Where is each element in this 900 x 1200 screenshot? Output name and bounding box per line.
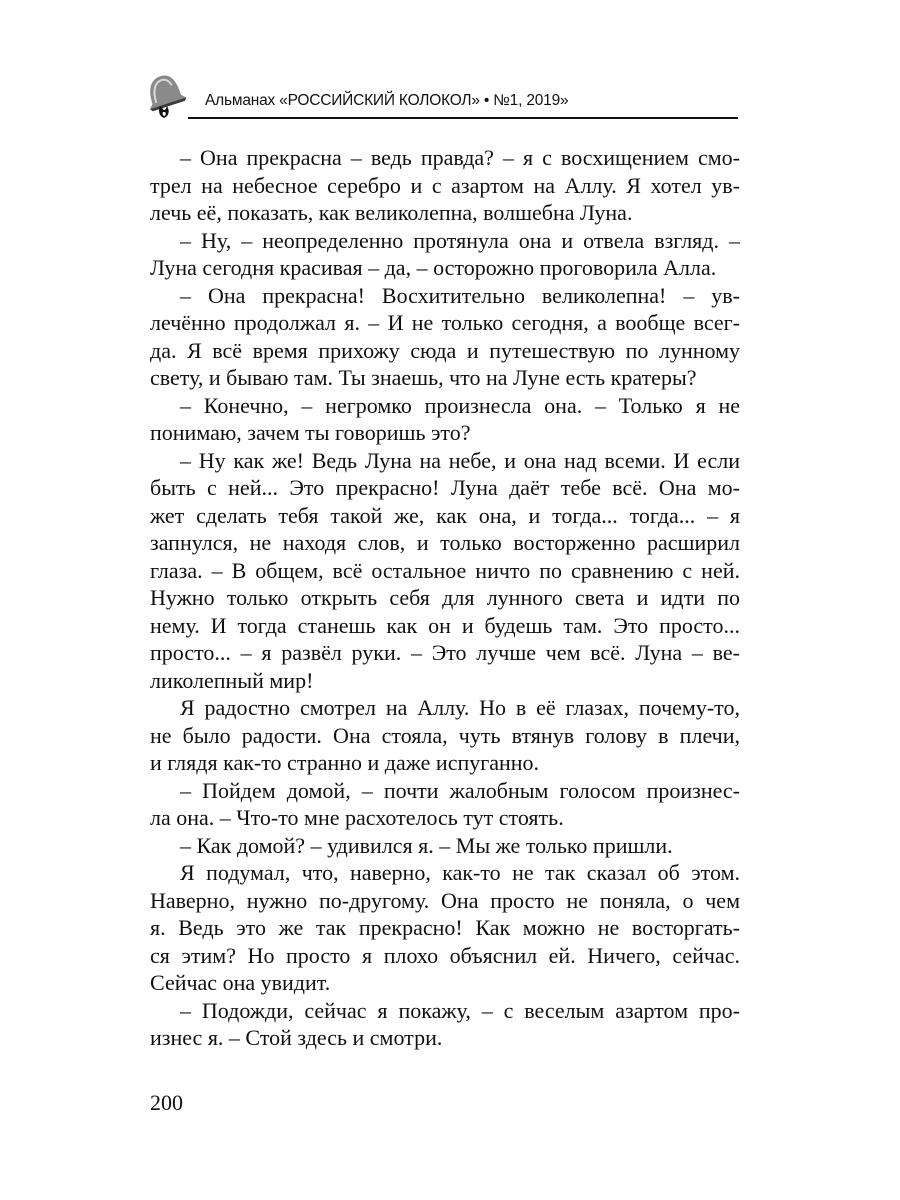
text-line: – Конечно, – негромко произнесла она. – Только я не bbox=[180, 392, 740, 418]
text-line: – Как домой? – удивился я. – Мы же только пришли. bbox=[180, 832, 673, 858]
page-number: 200 bbox=[150, 1090, 183, 1115]
text-line: Сейчас она увидит. bbox=[150, 970, 331, 995]
almanac-bell-logo-icon bbox=[140, 70, 188, 122]
text-line: запнулся, не находя слов, и только восторженно расширил bbox=[150, 530, 740, 555]
header-divider bbox=[188, 117, 738, 119]
text-line: ла она. – Что-то мне расхотелось тут стоять. bbox=[150, 805, 564, 830]
text-line: глаза. – В общем, всё остальное ничто по сравнению с ней. bbox=[150, 557, 740, 583]
text-line: – Подожди, сейчас я покажу, – с веселым азартом про- bbox=[180, 997, 740, 1023]
running-header: Альманах «РОССИЙСКИЙ КОЛОКОЛ» • №1, 2019» bbox=[205, 92, 569, 109]
text-line: – Она прекрасна – ведь правда? – я с восхищением смо- bbox=[180, 145, 740, 170]
text-line: да. Я всё время прихожу сюда и путешествую по лунному bbox=[150, 337, 740, 363]
text-line: понимаю, зачем ты говоришь это? bbox=[150, 420, 471, 445]
text-line: – Ну, – неопределенно протянула она и отвела взгляд. – bbox=[180, 227, 740, 253]
text-line: – Она прекрасна! Восхитительно великолепна! – ув- bbox=[180, 282, 740, 308]
body-text bbox=[150, 144, 740, 1052]
text-line: я. Ведь это же так прекрасно! Как можно не восторгать- bbox=[150, 915, 740, 940]
text-line: жет сделать тебя такой же, как она, и тогда... тогда... – я bbox=[150, 502, 740, 528]
text-line: Наверно, нужно по-другому. Она просто не поняла, о чем bbox=[150, 887, 740, 913]
text-line: ликолепный мир! bbox=[150, 667, 314, 693]
text-line: и глядя как-то странно и даже испуганно. bbox=[150, 750, 540, 775]
text-line: – Пойдем домой, – почти жалобным голосом произнес- bbox=[180, 777, 740, 803]
text-line: лечённо продолжал я. – И не только сегодня, а вообще всег- bbox=[150, 310, 740, 335]
text-line: – Ну как же! Ведь Луна на небе, и она над всеми. И если bbox=[180, 447, 740, 473]
text-line: Я подумал, что, наверно, как-то не так сказал об этом. bbox=[180, 860, 740, 885]
text-line: Нужно только открыть себя для лунного света и идти по bbox=[150, 585, 740, 610]
text-line: Я радостно смотрел на Аллу. Но в её глазах, почему-то, bbox=[180, 695, 740, 720]
text-line: Луна сегодня красивая – да, – осторожно проговорила Алла. bbox=[150, 255, 717, 280]
text-line: лечь её, показать, как великолепна, волшебна Луна. bbox=[150, 200, 633, 225]
text-line: нему. И тогда станешь как он и будешь там. Это просто... bbox=[150, 612, 740, 638]
text-line: ся этим? Но просто я плохо объяснил ей. Ничего, сейчас. bbox=[150, 942, 740, 968]
text-line: изнес я. – Стой здесь и смотри. bbox=[150, 1025, 443, 1050]
text-line: трел на небесное серебро и с азартом на Аллу. Я хотел ув- bbox=[150, 172, 740, 198]
text-line: просто... – я развёл руки. – Это лучше чем всё. Луна – ве- bbox=[150, 640, 740, 665]
text-line: не было радости. Она стояла, чуть втянув голову в плечи, bbox=[150, 722, 740, 748]
text-line: свету, и бываю там. Ты знаешь, что на Луне есть кратеры? bbox=[150, 365, 697, 390]
text-line: быть с ней... Это прекрасно! Луна даёт тебе всё. Она мо- bbox=[150, 475, 740, 500]
